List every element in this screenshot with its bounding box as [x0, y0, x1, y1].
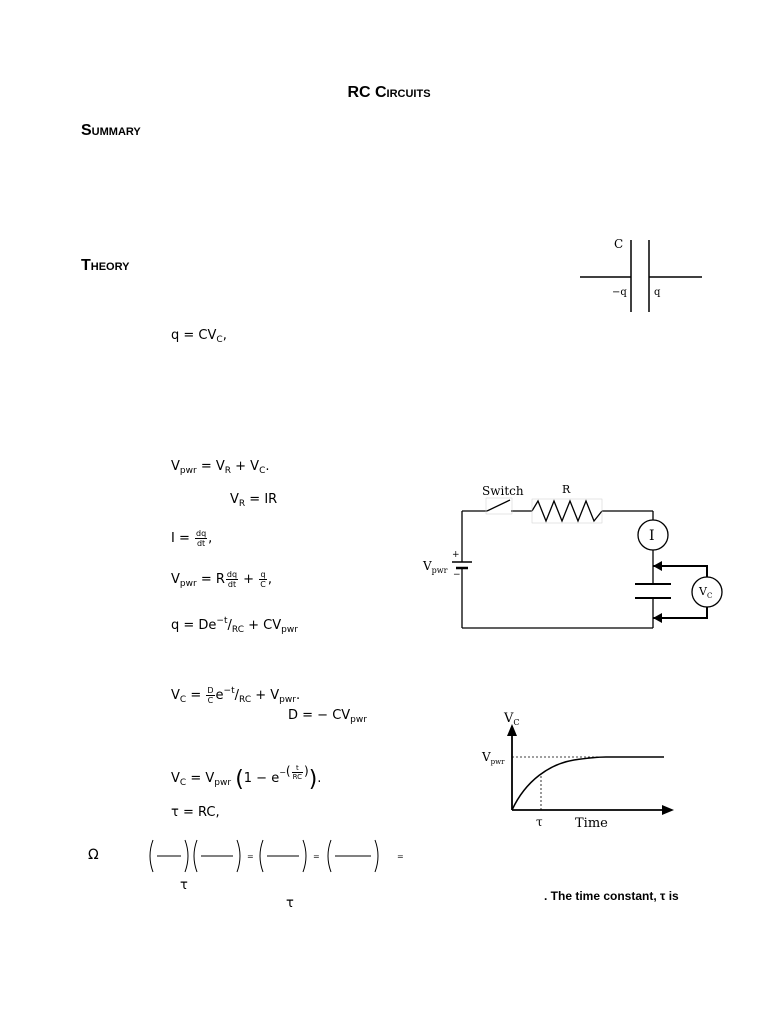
svg-text:=: = [313, 852, 320, 861]
eq-current: I = $\frac{dq}{dt}$ , [171, 529, 213, 548]
eq-voltage-solution: $V_C$ = $\frac{D}{C}$ $e^{-t}/_{RC} + V_{pwr}$. [171, 686, 301, 705]
tau-label-1: τ [180, 878, 188, 893]
time-constant-note: . The time constant, τ is [544, 889, 679, 903]
battery-label: $V_{pwr}$ [423, 559, 448, 575]
unit-fraction-brackets [145, 836, 415, 876]
tau-label-2: τ [286, 896, 294, 911]
svg-text:=: = [397, 852, 404, 861]
graph-level-label: $V_{pwr}$ [482, 750, 505, 766]
ohm-symbol: Ω [88, 847, 99, 863]
graph-y-label: $V_C$ [504, 711, 520, 727]
eq-differential: $V_{pwr} = R$ $\frac{dq}{dt}$ + $\frac{q}{C}$ , [171, 570, 272, 589]
ammeter-label: I [649, 528, 655, 544]
eq-voltage-final: $V_C = V_{pwr}$ $(1 - e^{-( \frac{t}{RC} )})$. [171, 764, 322, 792]
battery-minus: − [453, 570, 461, 580]
eq-kvl: $V_{pwr} = V_R + V_C$. [171, 459, 270, 476]
switch-label: Switch [482, 484, 524, 498]
eq-d-value: D = − $CV_{pwr}$ [288, 708, 367, 725]
eq-ohm: $V_R$ = IR [230, 492, 278, 509]
voltmeter-label: $V_C$ [699, 585, 713, 600]
theory-heading: Theory [81, 257, 130, 274]
capacitor-figure [576, 234, 706, 316]
capacitor-label: C [614, 237, 624, 251]
capacitor-left-charge: −q [612, 287, 627, 298]
eq-time-constant: τ = RC, [171, 805, 220, 820]
battery-plus: + [452, 550, 460, 560]
eq-charge-solution: $q = De^{-t}/_{RC} + CV_{pwr}$ [171, 616, 298, 635]
capacitor-right-charge: q [654, 287, 661, 298]
charging-curve-graph [476, 706, 680, 836]
svg-text:=: = [247, 852, 254, 861]
resistor-label: R [562, 483, 571, 496]
graph-x-label: Time [575, 816, 608, 831]
summary-heading: Summary [81, 122, 141, 139]
graph-tau-label: τ [536, 815, 543, 829]
page-title: RC Circuits [347, 84, 431, 101]
rc-circuit-diagram [415, 478, 755, 638]
eq-q-cv: $q = CV_C$, [171, 328, 227, 345]
